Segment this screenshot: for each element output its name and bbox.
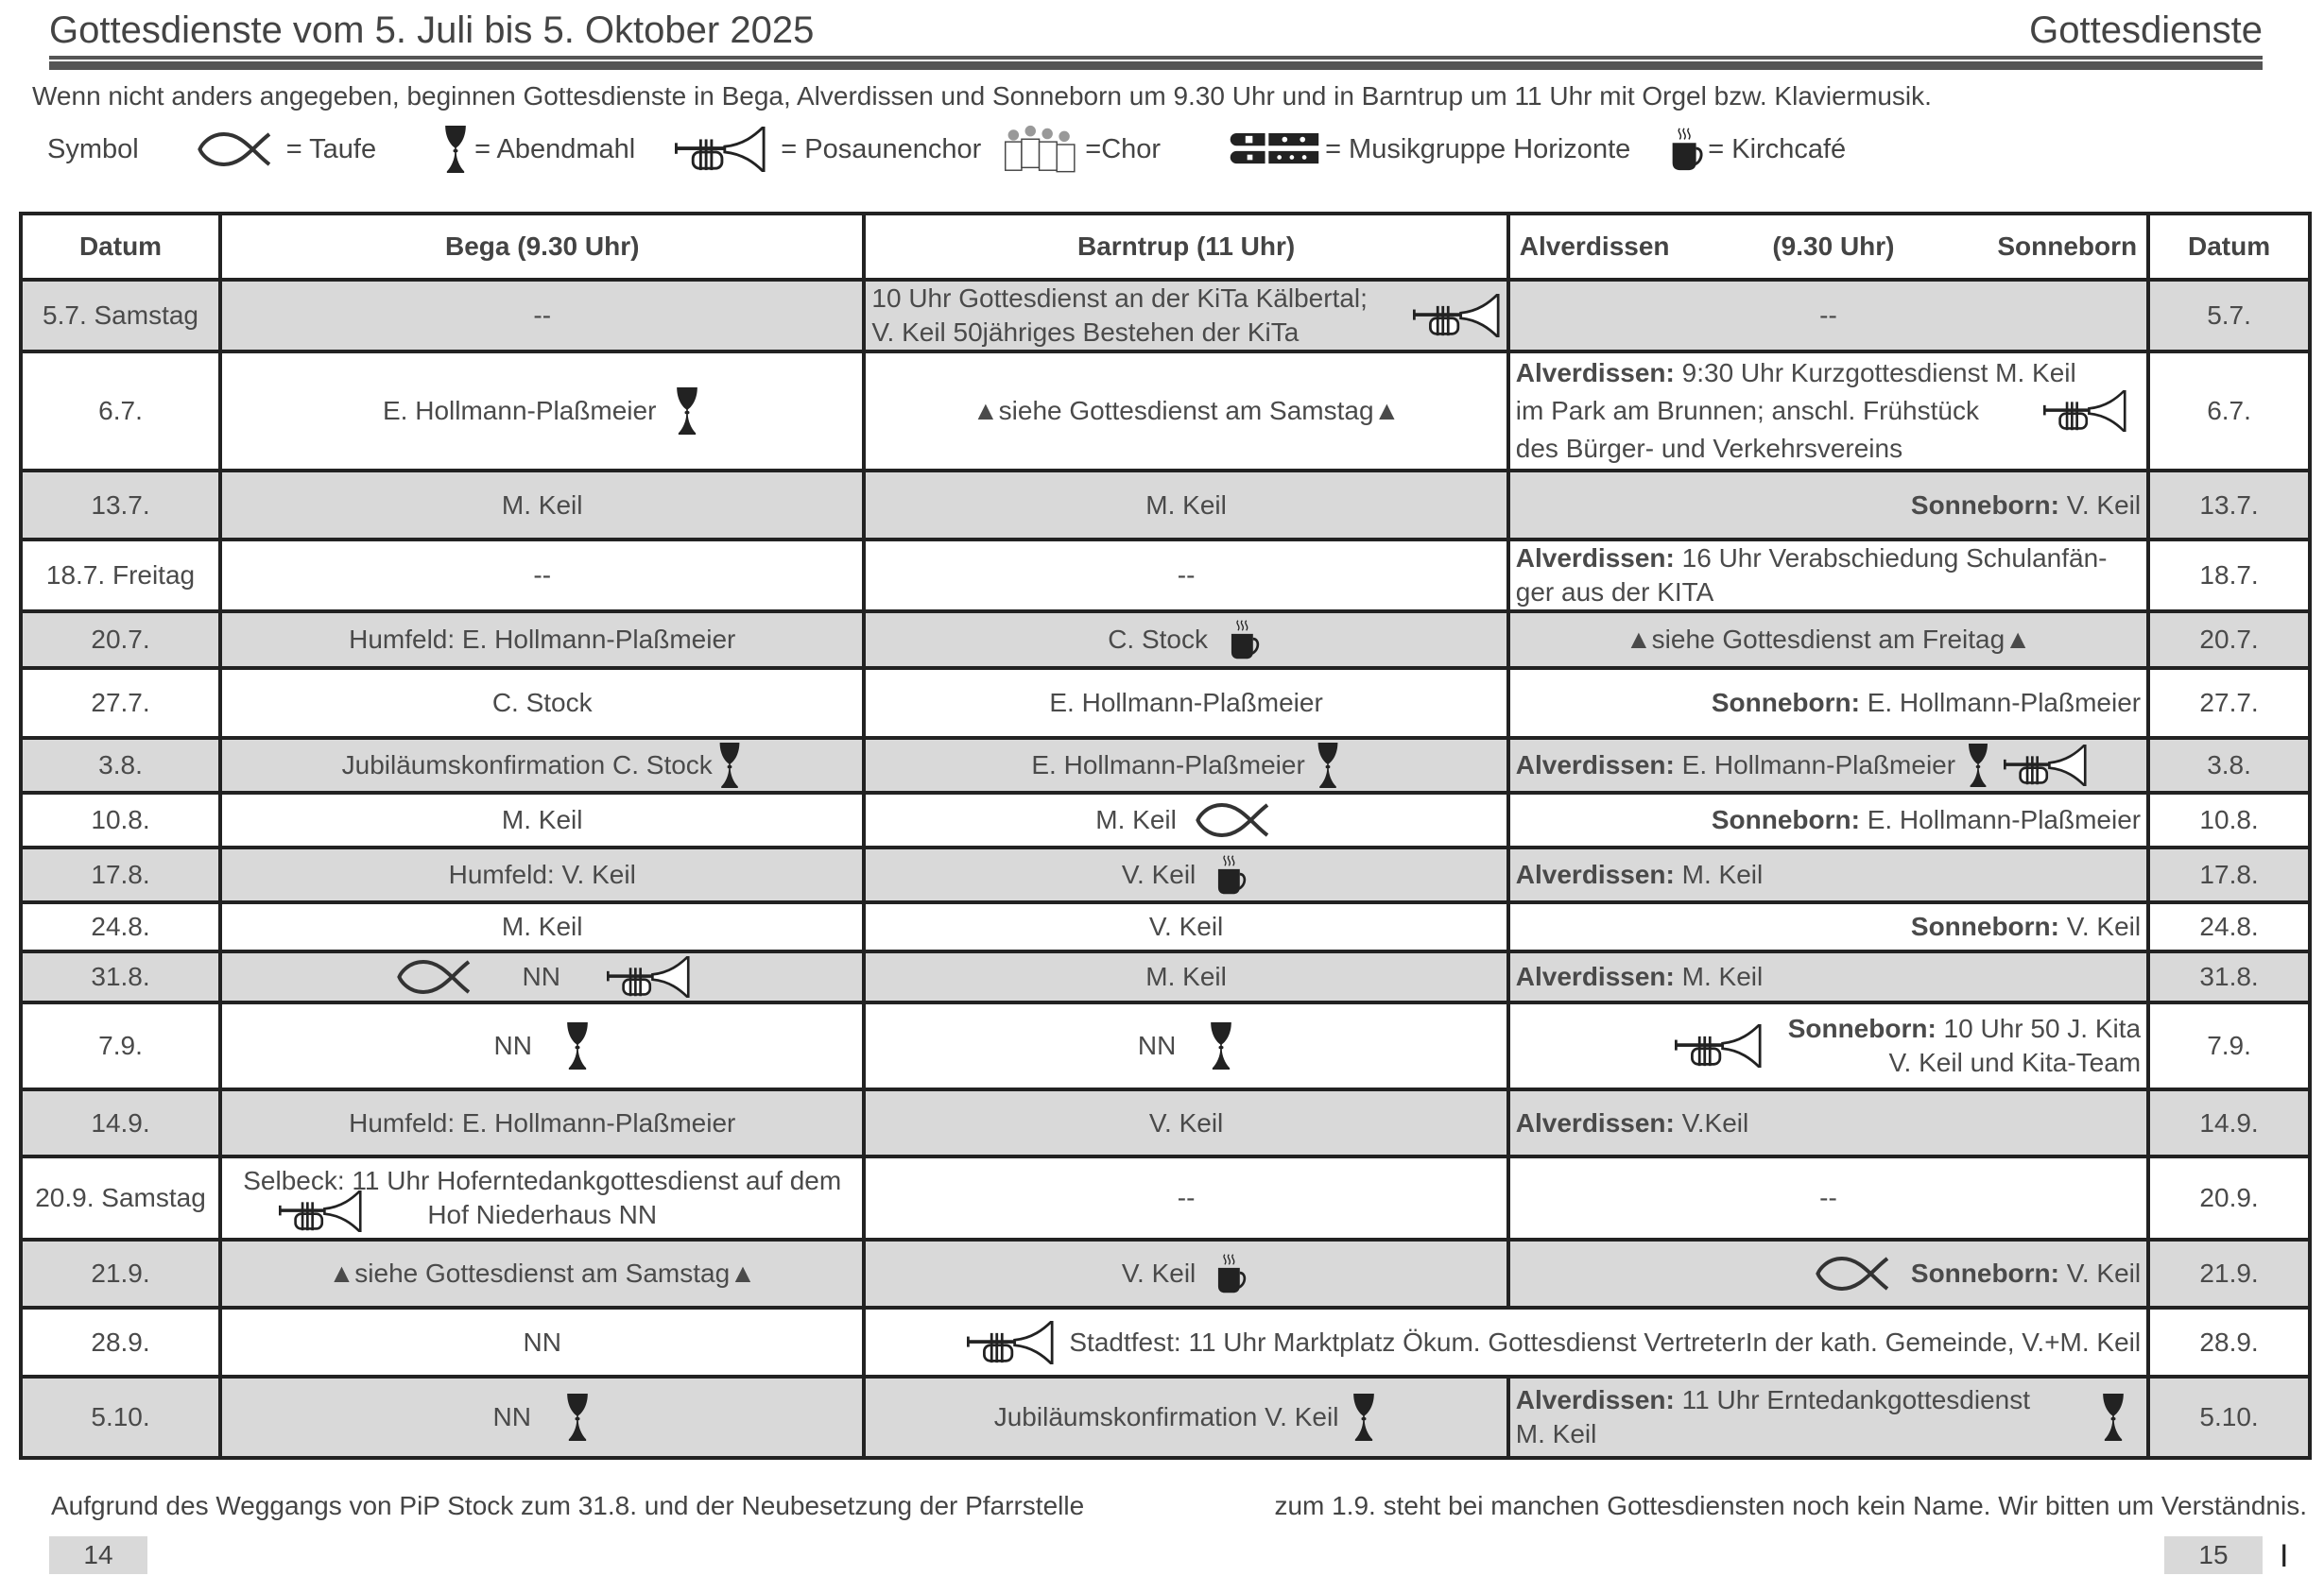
date-right-cell: 31.8. — [2148, 951, 2310, 1002]
barntrup-cell: V. Keil — [864, 902, 1507, 951]
date-right-cell: 18.7. — [2148, 540, 2310, 611]
date-right-cell: 5.10. — [2148, 1377, 2310, 1458]
fish-icon — [391, 958, 478, 996]
bega-cell: Humfeld: E. Hollmann-Plaßmeier — [220, 611, 864, 668]
bega-cell: -- — [220, 280, 864, 351]
trumpet-icon — [2042, 390, 2127, 432]
date-right-cell: 27.7. — [2148, 668, 2310, 738]
chalice-icon — [1350, 1394, 1378, 1441]
choir-icon — [1000, 125, 1081, 174]
chalice-icon — [673, 387, 701, 435]
table-row — [21, 668, 2310, 738]
date-right-cell: 3.8. — [2148, 738, 2310, 793]
trumpet-icon — [275, 1190, 366, 1232]
barntrup-alverdissen-merged-cell: Stadtfest: 11 Uhr Marktplatz Ökum. Gottesdienst VertreterIn der kath. Gemeinde, V.+M. Keil — [864, 1308, 2148, 1377]
barntrup-cell: E. Hollmann-Plaßmeier — [864, 738, 1507, 793]
chalice-icon — [442, 126, 469, 173]
date-cell: 5.10. — [21, 1377, 220, 1458]
barntrup-cell: -- — [864, 1156, 1507, 1240]
text-cursor-icon: I — [2280, 1538, 2289, 1574]
legend-item-abendmahl: = Abendmahl — [442, 126, 635, 173]
date-cell: 10.8. — [21, 793, 220, 848]
table-row — [21, 280, 2310, 351]
table-row — [21, 902, 2310, 951]
header-rule-thin — [49, 56, 2263, 60]
date-right-cell: 24.8. — [2148, 902, 2310, 951]
header-datum-right: Datum — [2148, 214, 2310, 280]
page-title: Gottesdienste vom 5. Juli bis 5. Oktober 2025 — [49, 9, 815, 51]
date-right-cell: 13.7. — [2148, 471, 2310, 540]
alverdissen-sonneborn-cell: -- — [1508, 280, 2148, 351]
date-right-cell: 20.7. — [2148, 611, 2310, 668]
date-right-cell: 10.8. — [2148, 793, 2310, 848]
bega-cell: NN — [220, 951, 864, 1002]
alverdissen-sonneborn-cell: Alverdissen: M. Keil — [1508, 848, 2148, 902]
date-cell: 18.7. Freitag — [21, 540, 220, 611]
fish-icon — [1190, 801, 1277, 839]
coffee-icon — [1213, 854, 1250, 896]
barntrup-cell: -- — [864, 540, 1507, 611]
barntrup-cell: NN — [864, 1002, 1507, 1089]
date-cell: 13.7. — [21, 471, 220, 540]
header-bega: Bega (9.30 Uhr) — [220, 214, 864, 280]
coffee-icon — [1668, 127, 1706, 172]
legend-label: Symbol — [47, 133, 139, 164]
footnote-right: zum 1.9. steht bei manchen Gottesdiensten noch kein Name. Wir bitten um Verständnis. — [1274, 1491, 2307, 1520]
barntrup-cell: C. Stock — [864, 611, 1507, 668]
table-row — [21, 848, 2310, 902]
date-right-cell: 6.7. — [2148, 351, 2310, 471]
date-cell: 5.7. Samstag — [21, 280, 220, 351]
date-cell: 14.9. — [21, 1089, 220, 1156]
bega-cell: Humfeld: E. Hollmann-Plaßmeier — [220, 1089, 864, 1156]
bega-cell: Humfeld: V. Keil — [220, 848, 864, 902]
date-cell: 31.8. — [21, 951, 220, 1002]
barntrup-cell: M. Keil — [864, 793, 1507, 848]
table-row — [21, 1240, 2310, 1308]
table-row — [21, 951, 2310, 1002]
barntrup-cell: Jubiläumskonfirmation V. Keil — [864, 1377, 1507, 1458]
bega-cell: -- — [220, 540, 864, 611]
legend-item-posaunenchor: = Posaunenchor — [673, 127, 981, 172]
bega-cell: Jubiläumskonfirmation C. Stock — [220, 738, 864, 793]
fish-icon — [190, 130, 281, 168]
date-cell: 24.8. — [21, 902, 220, 951]
chalice-icon — [563, 1394, 592, 1441]
date-cell: 3.8. — [21, 738, 220, 793]
bega-cell: NN — [220, 1377, 864, 1458]
band-icon — [1229, 133, 1319, 165]
date-right-cell: 28.9. — [2148, 1308, 2310, 1377]
date-cell: 20.7. — [21, 611, 220, 668]
section-title: Gottesdienste — [2029, 9, 2263, 51]
barntrup-cell: 10 Uhr Gottesdienst an der KiTa Kälbertal; V. Keil 50jähriges Bestehen der KiTa — [864, 280, 1507, 351]
bega-cell: NN — [220, 1002, 864, 1089]
coffee-icon — [1213, 1253, 1250, 1294]
trumpet-icon — [1673, 1024, 1764, 1068]
page-number-right: 15 — [2164, 1536, 2263, 1574]
table-row — [21, 793, 2310, 848]
barntrup-cell: ▲siehe Gottesdienst am Samstag▲ — [864, 351, 1507, 471]
alverdissen-sonneborn-cell: Alverdissen: E. Hollmann-Plaßmeier — [1508, 738, 2148, 793]
bega-cell: M. Keil — [220, 793, 864, 848]
bega-cell: M. Keil — [220, 471, 864, 540]
trumpet-icon — [604, 956, 693, 998]
date-right-cell: 20.9. — [2148, 1156, 2310, 1240]
date-cell: 21.9. — [21, 1240, 220, 1308]
chalice-icon — [2099, 1394, 2127, 1441]
intro-text: Wenn nicht anders angegeben, beginnen Gottesdienste in Bega, Alverdissen und Sonneborn um 9.30 Uhr und in Barntrup um 11 Uhr mit Orgel bzw. Klaviermusik. — [32, 81, 1932, 111]
date-cell: 17.8. — [21, 848, 220, 902]
header-datum: Datum — [21, 214, 220, 280]
table-row — [21, 471, 2310, 540]
date-cell: 28.9. — [21, 1308, 220, 1377]
service-schedule-table — [19, 212, 2312, 1460]
page-number-left: 14 — [49, 1536, 147, 1574]
legend-item-kirchcafe: = Kirchcafé — [1668, 127, 1846, 172]
trumpet-icon — [965, 1321, 1056, 1364]
alverdissen-sonneborn-cell: Alverdissen: 11 Uhr Erntedankgottesdienst M. Keil — [1508, 1377, 2148, 1458]
bega-cell: E. Hollmann-Plaßmeier — [220, 351, 864, 471]
fish-icon — [1809, 1255, 1898, 1293]
table-row — [21, 611, 2310, 668]
footnote-left: Aufgrund des Weggangs von PiP Stock zum 31.8. und der Neubesetzung der Pfarrstelle — [51, 1491, 1085, 1520]
chalice-icon — [1208, 1022, 1234, 1070]
legend-item-musikgruppe: = Musikgruppe Horizonte — [1229, 133, 1630, 165]
barntrup-cell: V. Keil — [864, 1089, 1507, 1156]
alverdissen-sonneborn-cell: Sonneborn: 10 Uhr 50 J. Kita V. Keil und Kita-Team — [1508, 1002, 2148, 1089]
chalice-icon — [1967, 744, 1989, 787]
trumpet-icon — [2001, 745, 2090, 786]
date-right-cell: 21.9. — [2148, 1240, 2310, 1308]
alverdissen-sonneborn-cell: Alverdissen: M. Keil — [1508, 951, 2148, 1002]
table-row — [21, 1377, 2310, 1458]
header-barntrup: Barntrup (11 Uhr) — [864, 214, 1507, 280]
alverdissen-sonneborn-cell: Sonneborn: V. Keil — [1508, 902, 2148, 951]
chalice-icon — [716, 743, 743, 788]
alverdissen-sonneborn-cell: Alverdissen: V.Keil — [1508, 1089, 2148, 1156]
table-row — [21, 1156, 2310, 1240]
alverdissen-sonneborn-cell: Sonneborn: V. Keil — [1508, 471, 2148, 540]
alverdissen-sonneborn-cell: Alverdissen: 9:30 Uhr Kurzgottesdienst M. Keil im Park am Brunnen; anschl. Frühstück des Bürger- und Verkehrsvereins — [1508, 351, 2148, 471]
barntrup-cell: M. Keil — [864, 951, 1507, 1002]
barntrup-cell: V. Keil — [864, 1240, 1507, 1308]
date-cell: 7.9. — [21, 1002, 220, 1089]
date-right-cell: 14.9. — [2148, 1089, 2310, 1156]
barntrup-cell: M. Keil — [864, 471, 1507, 540]
table-row — [21, 351, 2310, 471]
table-row — [21, 1308, 2310, 1377]
alverdissen-sonneborn-cell: Sonneborn: E. Hollmann-Plaßmeier — [1508, 793, 2148, 848]
date-cell: 20.9. Samstag — [21, 1156, 220, 1240]
trumpet-icon — [673, 127, 767, 172]
bega-cell: M. Keil — [220, 902, 864, 951]
table-header-row — [21, 214, 2310, 280]
coffee-icon — [1225, 619, 1265, 660]
table-row — [21, 1002, 2310, 1089]
trumpet-icon — [1412, 294, 1501, 337]
date-cell: 6.7. — [21, 351, 220, 471]
bega-cell: NN — [220, 1308, 864, 1377]
table-row — [21, 1089, 2310, 1156]
header-rule-thick — [49, 61, 2263, 70]
chalice-icon — [1315, 743, 1341, 788]
date-right-cell: 5.7. — [2148, 280, 2310, 351]
header-alverdissen-sonneborn: Alverdissen (9.30 Uhr) Sonneborn — [1508, 214, 2148, 280]
legend-item-chor: =Chor — [1000, 125, 1161, 174]
alverdissen-sonneborn-cell: ▲siehe Gottesdienst am Freitag▲ — [1508, 611, 2148, 668]
date-right-cell: 7.9. — [2148, 1002, 2310, 1089]
alverdissen-sonneborn-cell: Alverdissen: 16 Uhr Verabschiedung Schulanfän- ger aus der KITA — [1508, 540, 2148, 611]
bega-cell: ▲siehe Gottesdienst am Samstag▲ — [220, 1240, 864, 1308]
bega-cell: C. Stock — [220, 668, 864, 738]
symbol-legend — [47, 121, 1846, 178]
alverdissen-sonneborn-cell: Sonneborn: V. Keil — [1508, 1240, 2148, 1308]
date-cell: 27.7. — [21, 668, 220, 738]
table-row — [21, 540, 2310, 611]
alverdissen-sonneborn-cell: Sonneborn: E. Hollmann-Plaßmeier — [1508, 668, 2148, 738]
legend-item-taufe: = Taufe — [190, 130, 376, 168]
bega-cell: Selbeck: 11 Uhr Hoferntedankgottesdienst auf dem Hof Niederhaus NN — [220, 1156, 864, 1240]
barntrup-cell: E. Hollmann-Plaßmeier — [864, 668, 1507, 738]
date-right-cell: 17.8. — [2148, 848, 2310, 902]
chalice-icon — [564, 1022, 591, 1070]
barntrup-cell: V. Keil — [864, 848, 1507, 902]
table-row — [21, 738, 2310, 793]
alverdissen-sonneborn-cell: -- — [1508, 1156, 2148, 1240]
